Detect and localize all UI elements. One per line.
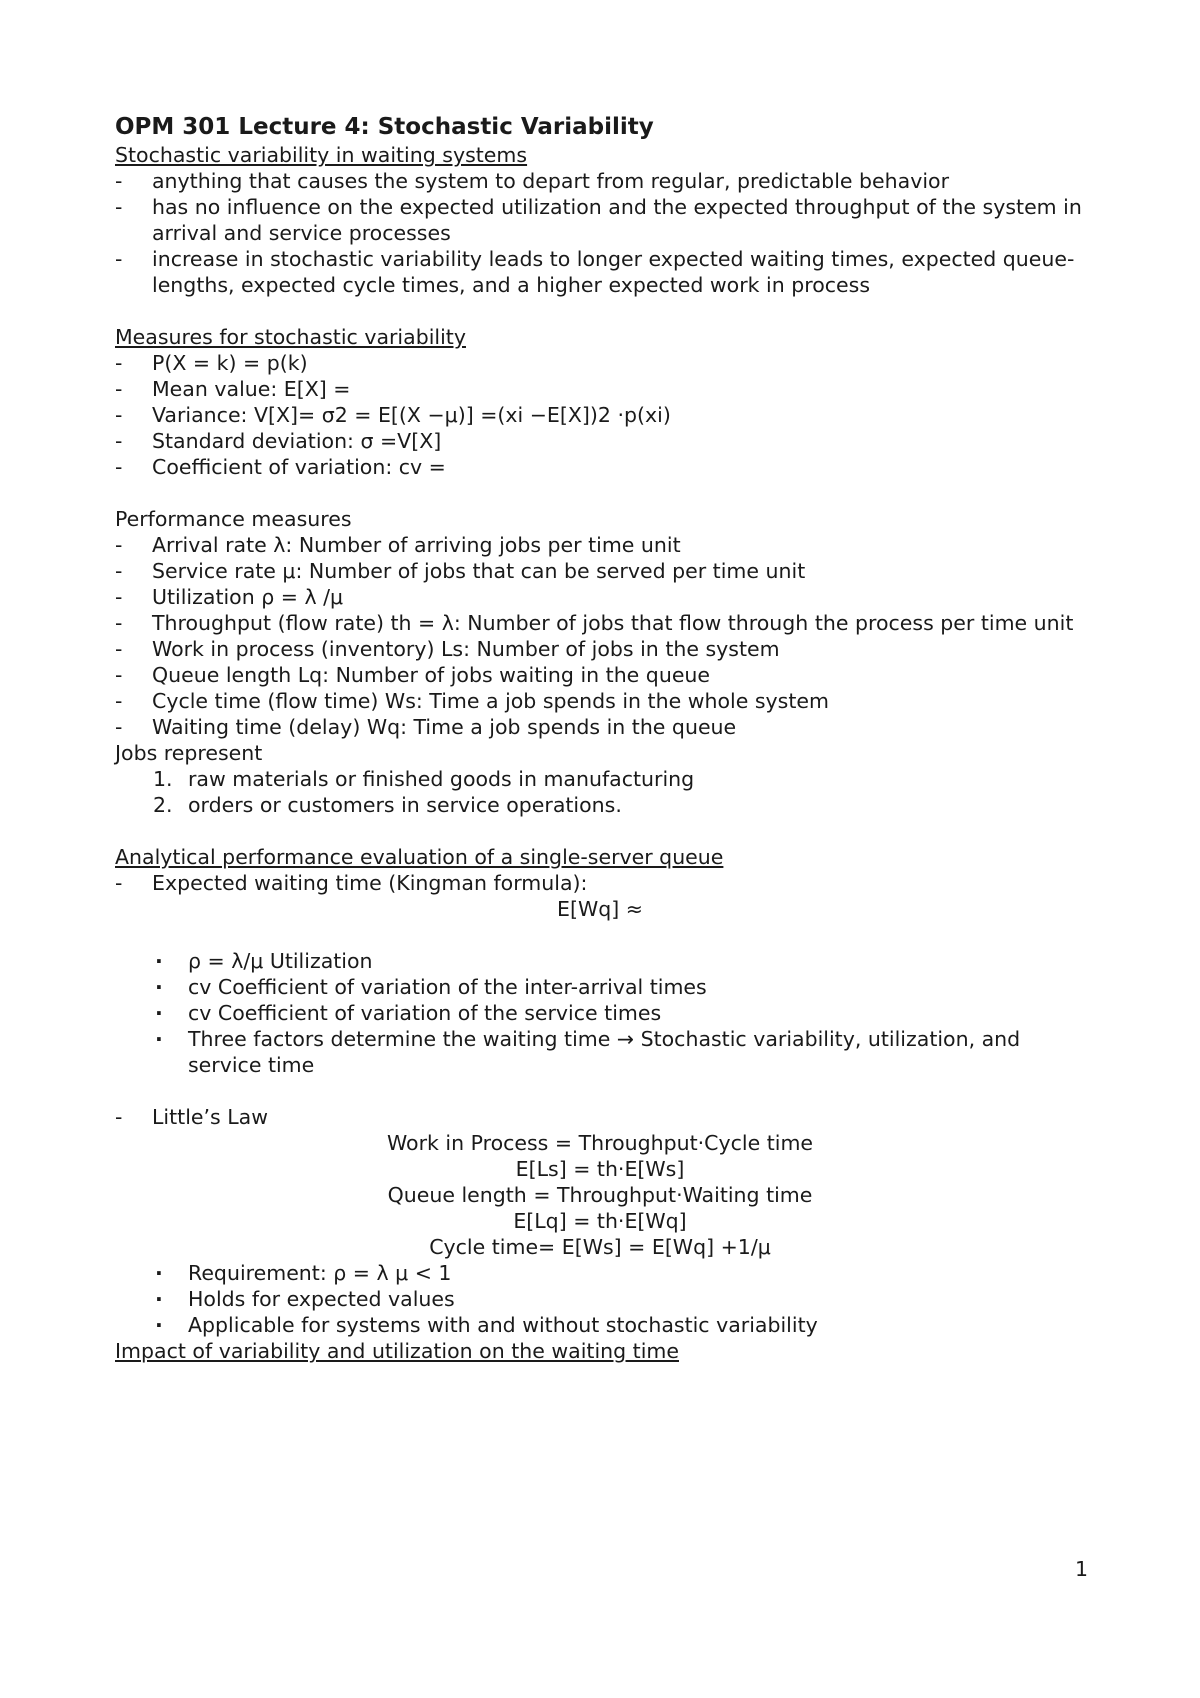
section-heading-performance-measures: Performance measures <box>115 507 352 531</box>
littles-law-formula: Work in Process = Throughput·Cycle time <box>386 1131 814 1155</box>
section-heading-measures: Measures for stochastic variability <box>115 325 466 349</box>
list-item: · Holds for expected values <box>115 1286 1085 1312</box>
list-item: · cv Coefficient of variation of the inter-arrival times <box>115 974 1085 1000</box>
list-item: - increase in stochastic variability leads to longer expected waiting times, expected queue-lengths, expected cycle times, and a higher expected work in process <box>115 246 1085 298</box>
kingman-formula: E[Wq] ≈ <box>557 897 643 921</box>
list-item: - Standard deviation: σ =V[X] <box>115 428 1085 454</box>
list-item: - Little’s Law <box>115 1104 1085 1130</box>
list-item: - anything that causes the system to depart from regular, predictable behavior <box>115 168 1085 194</box>
list-item: · cv Coefficient of variation of the service times <box>115 1000 1085 1026</box>
list-item: · ρ = λ/μ Utilization <box>115 948 1085 974</box>
list-item: - has no influence on the expected utilization and the expected throughput of the system in arrival and service processes <box>115 194 1085 246</box>
list-item: - Work in process (inventory) Ls: Number of jobs in the system <box>115 636 1085 662</box>
jobs-represent-label: Jobs represent <box>115 741 263 765</box>
littles-law-formula: E[Ls] = th·E[Ws] <box>515 1157 685 1181</box>
kingman-bullets <box>115 948 1085 1078</box>
list-item: - Cycle time (flow time) Ws: Time a job spends in the whole system <box>115 688 1085 714</box>
list-item: 2. orders or customers in service operations. <box>153 793 622 817</box>
list-item: - Coefficient of variation: cv = <box>115 454 1085 480</box>
littles-law-list <box>115 1104 1085 1130</box>
list-item: - Waiting time (delay) Wq: Time a job spends in the queue <box>115 714 1085 740</box>
littles-law-formula: Cycle time= E[Ws] = E[Wq] +1/μ <box>429 1235 771 1259</box>
list-item: - Service rate μ: Number of jobs that can be served per time unit <box>115 558 1085 584</box>
performance-measures-list <box>115 532 1085 740</box>
list-item: - Queue length Lq: Number of jobs waiting in the queue <box>115 662 1085 688</box>
measures-list <box>115 350 1085 480</box>
list-item: - Expected waiting time (Kingman formula): <box>115 870 1085 896</box>
list-item: - Utilization ρ = λ /μ <box>115 584 1085 610</box>
jobs-list <box>115 766 1085 818</box>
littles-law-formula: E[Lq] = th·E[Wq] <box>513 1209 687 1233</box>
list-item: - Mean value: E[X] = <box>115 376 1085 402</box>
document-page <box>115 112 1085 1364</box>
kingman-list <box>115 870 1085 896</box>
littles-law-bullets <box>115 1260 1085 1338</box>
section-heading-stochastic-variability: Stochastic variability in waiting systems <box>115 143 528 167</box>
stochastic-variability-list <box>115 168 1085 298</box>
page-number: 1 <box>1075 1557 1089 1581</box>
list-item: - Throughput (flow rate) th = λ: Number of jobs that flow through the process per time unit <box>115 610 1085 636</box>
list-item: - P(X = k) = p(k) <box>115 350 1085 376</box>
section-heading-impact-of-variability: Impact of variability and utilization on the waiting time <box>115 1339 679 1363</box>
littles-law-formula: Queue length = Throughput·Waiting time <box>387 1183 813 1207</box>
list-item: · Three factors determine the waiting time → Stochastic variability, utilization, and service time <box>115 1026 1085 1078</box>
list-item: - Arrival rate λ: Number of arriving jobs per time unit <box>115 532 1085 558</box>
list-item: · Requirement: ρ = λ μ < 1 <box>115 1260 1085 1286</box>
list-item: · Applicable for systems with and without stochastic variability <box>115 1312 1085 1338</box>
list-item: - Variance: V[X]= σ2 = E[(X −μ)] =(xi −E[X])2 ·p(xi) <box>115 402 1085 428</box>
section-heading-analytical-evaluation: Analytical performance evaluation of a single-server queue <box>115 845 724 869</box>
document-title: OPM 301 Lecture 4: Stochastic Variability <box>115 114 654 140</box>
list-item: 1. raw materials or finished goods in manufacturing <box>153 767 695 791</box>
